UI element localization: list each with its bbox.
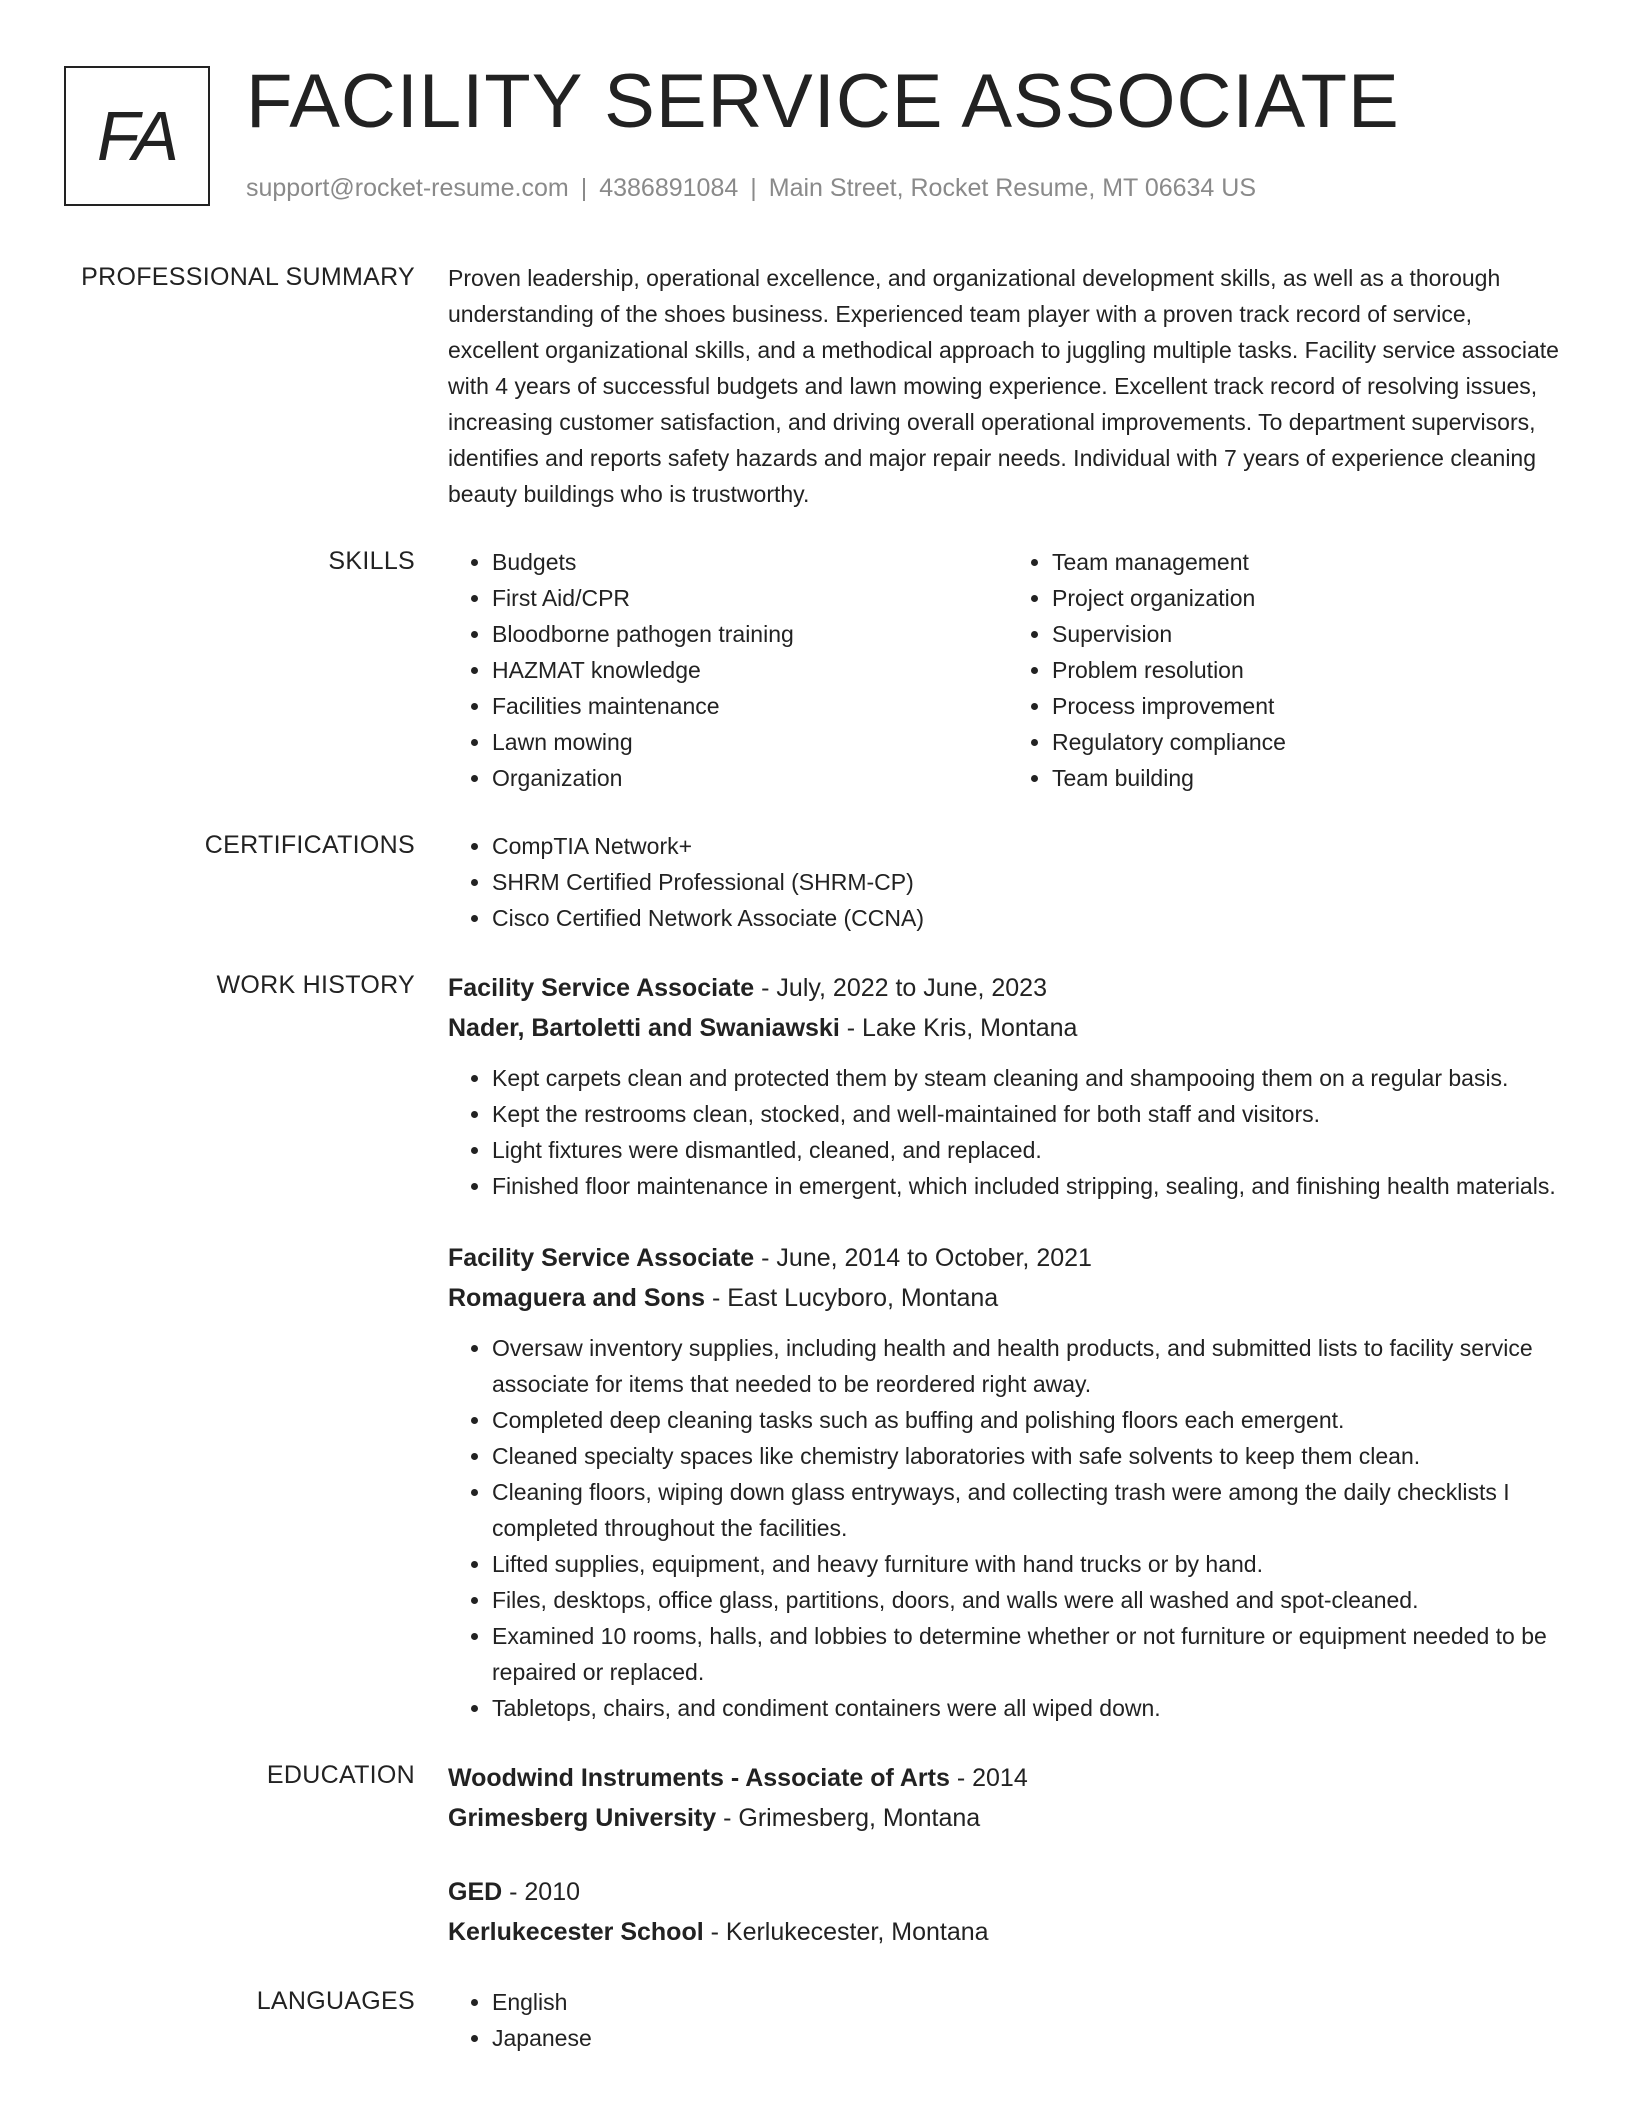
skill-item: • Team management bbox=[1052, 544, 1568, 580]
company-name: Romaguera and Sons bbox=[448, 1284, 705, 1312]
job-bullet: • Tabletops, chairs, and condiment containers were all wiped down. bbox=[492, 1690, 1568, 1726]
education-entry bbox=[448, 1872, 1568, 1952]
section-education bbox=[0, 1758, 1632, 1952]
skill-item: • Budgets bbox=[492, 544, 1008, 580]
contact-email: support@rocket-resume.com bbox=[246, 174, 569, 202]
company-name: Nader, Bartoletti and Swaniawski bbox=[448, 1014, 840, 1042]
contact-address: Main Street, Rocket Resume, MT 06634 US bbox=[768, 174, 1257, 202]
contact-phone: 4386891084 bbox=[599, 174, 739, 202]
skill-item: • Lawn mowing bbox=[492, 724, 1008, 760]
skills-list-right bbox=[1008, 544, 1568, 796]
certification-item: • CompTIA Network+ bbox=[492, 828, 1568, 864]
skill-item: • Facilities maintenance bbox=[492, 688, 1008, 724]
language-item: • English bbox=[492, 1984, 1568, 2020]
job-bullet: • Kept the restrooms clean, stocked, and well-maintained for both staff and visitors. bbox=[492, 1096, 1568, 1132]
languages-list bbox=[448, 1984, 1568, 2056]
skill-item: • Supervision bbox=[1052, 616, 1568, 652]
job-bullets bbox=[448, 1060, 1568, 1204]
skills-list-left bbox=[448, 544, 1008, 796]
job-bullet: • Kept carpets clean and protected them by steam cleaning and shampooing them on a regular basis. bbox=[492, 1060, 1568, 1096]
section-skills bbox=[0, 544, 1632, 796]
job-title: Facility Service Associate bbox=[448, 974, 755, 1002]
job-bullet: • Cleaned specialty spaces like chemistry laboratories with safe solvents to keep them clean. bbox=[492, 1438, 1568, 1474]
section-label: SKILLS bbox=[328, 547, 415, 575]
company-location: - Lake Kris, Montana bbox=[839, 1014, 1078, 1042]
job-bullets bbox=[448, 1330, 1568, 1726]
company-location: - East Lucyboro, Montana bbox=[705, 1284, 999, 1312]
summary-text: Proven leadership, operational excellence, and organizational development skills, as well as a thorough understanding of the shoes business. Experienced team player with a proven track record of service, excellent organizational skills, and a methodical approach to juggling multiple tasks. Facility service associate with 4 years of successful budgets and lawn mowing experience. Excellent track record of resolving issues, increasing customer satisfaction, and driving overall operational improvements. To department supervisors, identifies and reports safety hazards and major repair needs. Individual with 7 years of experience cleaning beauty buildings who is trustworthy. bbox=[448, 265, 1559, 507]
contact-line bbox=[246, 174, 1256, 203]
skill-item: • Organization bbox=[492, 760, 1008, 796]
job-bullet: • Lifted supplies, equipment, and heavy furniture with hand trucks or by hand. bbox=[492, 1546, 1568, 1582]
degree-name: Woodwind Instruments - Associate of Arts bbox=[448, 1764, 950, 1792]
section-label: PROFESSIONAL SUMMARY bbox=[81, 263, 415, 291]
page-title: FACILITY SERVICE ASSOCIATE bbox=[246, 59, 1400, 144]
job-dates: - June, 2014 to October, 2021 bbox=[754, 1244, 1092, 1272]
section-certifications bbox=[0, 828, 1632, 936]
skill-item: • Process improvement bbox=[1052, 688, 1568, 724]
skill-item: • Team building bbox=[1052, 760, 1568, 796]
certifications-list bbox=[448, 828, 1568, 936]
section-label: LANGUAGES bbox=[256, 1987, 415, 2015]
job-bullet: • Completed deep cleaning tasks such as buffing and polishing floors each emergent. bbox=[492, 1402, 1568, 1438]
education-entry bbox=[448, 1758, 1568, 1838]
monogram: FA bbox=[64, 66, 210, 206]
job-dates: - July, 2022 to June, 2023 bbox=[754, 974, 1047, 1002]
school-name: Grimesberg University bbox=[448, 1804, 717, 1832]
school-name: Kerlukecester School bbox=[448, 1918, 704, 1946]
certification-item: • Cisco Certified Network Associate (CCNA) bbox=[492, 900, 1568, 936]
degree-year: - 2014 bbox=[949, 1764, 1028, 1792]
job-bullet: • Finished floor maintenance in emergent, which included stripping, sealing, and finishing health materials. bbox=[492, 1168, 1568, 1204]
job-bullet: • Files, desktops, office glass, partitions, doors, and walls were all washed and spot-cleaned. bbox=[492, 1582, 1568, 1618]
skill-item: • Regulatory compliance bbox=[1052, 724, 1568, 760]
job-bullet: • Oversaw inventory supplies, including health and health products, and submitted lists to facility service associate for items that needed to be reordered right away. bbox=[492, 1330, 1568, 1402]
language-item: • Japanese bbox=[492, 2020, 1568, 2056]
skill-item: • HAZMAT knowledge bbox=[492, 652, 1008, 688]
job-entry bbox=[448, 1238, 1568, 1726]
skill-item: • Project organization bbox=[1052, 580, 1568, 616]
job-bullet: • Cleaning floors, wiping down glass entryways, and collecting trash were among the daily checklists I completed throughout the facilities. bbox=[492, 1474, 1568, 1546]
resume-body bbox=[0, 260, 1632, 2088]
school-location: - Kerlukecester, Montana bbox=[703, 1918, 989, 1946]
section-work-history bbox=[0, 968, 1632, 1726]
skill-item: • First Aid/CPR bbox=[492, 580, 1008, 616]
job-entry bbox=[448, 968, 1568, 1204]
separator: | bbox=[580, 174, 588, 202]
certification-item: • SHRM Certified Professional (SHRM-CP) bbox=[492, 864, 1568, 900]
skill-item: • Problem resolution bbox=[1052, 652, 1568, 688]
section-label: CERTIFICATIONS bbox=[204, 831, 415, 859]
section-languages bbox=[0, 1984, 1632, 2056]
job-bullet: • Examined 10 rooms, halls, and lobbies to determine whether or not furniture or equipment needed to be repaired or replaced. bbox=[492, 1618, 1568, 1690]
degree-name: GED bbox=[448, 1878, 503, 1906]
section-summary bbox=[0, 260, 1632, 512]
section-label: EDUCATION bbox=[266, 1761, 415, 1789]
job-bullet: • Light fixtures were dismantled, cleaned, and replaced. bbox=[492, 1132, 1568, 1168]
skill-item: • Bloodborne pathogen training bbox=[492, 616, 1008, 652]
separator: | bbox=[750, 174, 757, 202]
section-label: WORK HISTORY bbox=[216, 971, 415, 999]
job-title: Facility Service Associate bbox=[448, 1244, 755, 1272]
degree-year: - 2010 bbox=[502, 1878, 581, 1906]
school-location: - Grimesberg, Montana bbox=[716, 1804, 981, 1832]
